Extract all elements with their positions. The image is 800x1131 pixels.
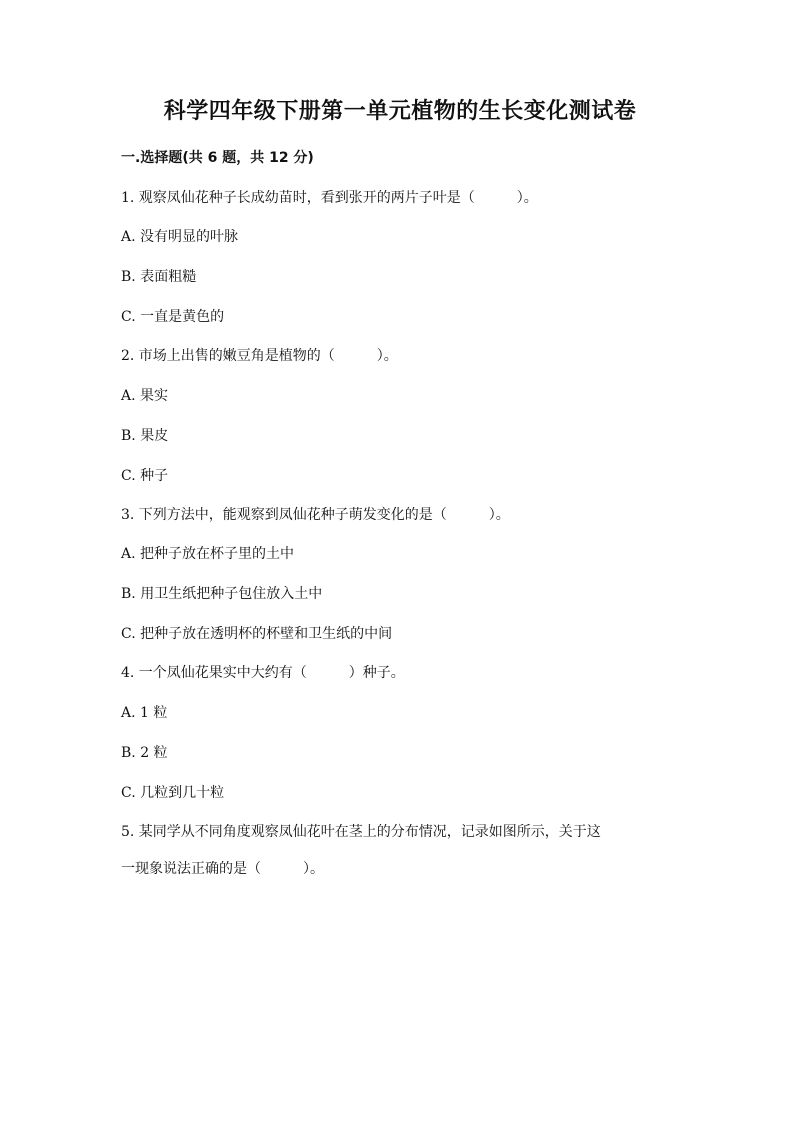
question-2-option-c: C. 种子 <box>121 468 169 484</box>
question-5-stem-line-1: 5. 某同学从不同角度观察凤仙花叶在茎上的分布情况，记录如图所示，关于这 <box>121 824 601 840</box>
question-4-stem: 4. 一个凤仙花果实中大约有（ ）种子。 <box>121 665 405 681</box>
question-3-option-c: C. 把种子放在透明杯的杯壁和卫生纸的中间 <box>121 626 393 642</box>
question-1-option-a: A. 没有明显的叶脉 <box>121 229 239 245</box>
question-3-option-a: A. 把种子放在杯子里的土中 <box>121 546 295 562</box>
page-title: 科学四年级下册第一单元植物的生长变化测试卷 <box>163 99 637 124</box>
question-4-option-b: B. 2 粒 <box>121 745 168 761</box>
question-1-option-c: C. 一直是黄色的 <box>121 309 225 325</box>
section-heading: 一.选择题(共 6 题，共 12 分) <box>121 150 314 166</box>
question-4-option-c: C. 几粒到几十粒 <box>121 785 225 801</box>
question-3-stem: 3. 下列方法中，能观察到凤仙花种子萌发变化的是（ ）。 <box>121 507 510 523</box>
question-4-option-a: A. 1 粒 <box>121 705 168 721</box>
question-2-option-a: A. 果实 <box>121 388 169 404</box>
question-2-stem: 2. 市场上出售的嫩豆角是植物的（ ）。 <box>121 348 398 364</box>
question-1-option-b: B. 表面粗糙 <box>121 269 197 285</box>
question-1-stem: 1. 观察凤仙花种子长成幼苗时，看到张开的两片子叶是（ ）。 <box>121 190 538 206</box>
question-5-stem-line-2: 一现象说法正确的是（ ）。 <box>121 861 324 877</box>
question-3-option-b: B. 用卫生纸把种子包住放入土中 <box>121 586 323 602</box>
question-2-option-b: B. 果皮 <box>121 428 169 444</box>
